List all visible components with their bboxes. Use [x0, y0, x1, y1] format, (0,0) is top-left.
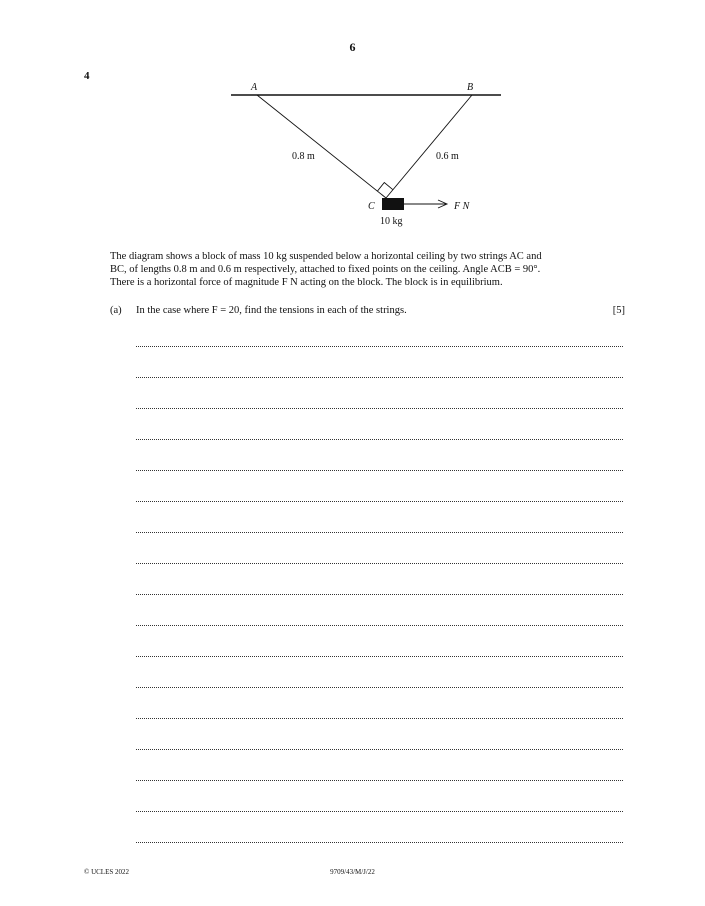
right-angle-marker — [377, 183, 393, 192]
answer-line[interactable] — [136, 532, 623, 534]
length-ac-label: 0.8 m — [292, 151, 315, 162]
block — [382, 198, 404, 210]
answer-line[interactable] — [136, 501, 623, 503]
string-bc — [386, 95, 472, 198]
answer-line[interactable] — [136, 749, 623, 751]
question-number: 4 — [84, 70, 90, 82]
answer-line[interactable] — [136, 656, 623, 658]
page-number: 6 — [349, 40, 356, 54]
answer-line[interactable] — [136, 811, 623, 813]
part-a-marks: [5] — [612, 305, 625, 316]
force-label: F N — [454, 201, 470, 212]
intro-line-1: The diagram shows a block of mass 10 kg suspended below a horizontal ceiling by two strings AC and — [110, 251, 542, 262]
answer-line[interactable] — [136, 687, 623, 689]
intro-line-2: BC, of lengths 0.8 m and 0.6 m respectively, attached to fixed points on the ceiling. Angle ACB = 90°. — [110, 264, 541, 275]
intro-line-3: There is a horizontal force of magnitude F N acting on the block. The block is in equilibrium. — [110, 277, 503, 288]
footer-paper-code: 9709/43/M/J/22 — [330, 868, 375, 876]
label-b: B — [467, 82, 474, 93]
mass-label: 10 kg — [380, 216, 403, 227]
answer-line[interactable] — [136, 594, 623, 596]
label-a: A — [251, 82, 258, 93]
answer-line[interactable] — [136, 625, 623, 627]
question-intro — [110, 250, 630, 289]
answer-lines[interactable] — [136, 346, 623, 873]
answer-line[interactable] — [136, 780, 623, 782]
answer-line[interactable] — [136, 408, 623, 410]
part-a-text: In the case where F = 20, find the tensions in each of the strings. — [136, 305, 407, 316]
length-bc-label: 0.6 m — [436, 151, 459, 162]
part-a-label: (a) — [110, 305, 122, 316]
part-a — [110, 305, 625, 319]
answer-line[interactable] — [136, 718, 623, 720]
answer-line[interactable] — [136, 470, 623, 472]
footer-copyright: © UCLES 2022 — [84, 868, 129, 876]
label-c: C — [368, 201, 375, 212]
string-ac — [257, 95, 386, 198]
answer-line[interactable] — [136, 377, 623, 379]
answer-line[interactable] — [136, 842, 623, 844]
answer-line[interactable] — [136, 346, 623, 348]
answer-line[interactable] — [136, 439, 623, 441]
equilibrium-diagram — [0, 0, 705, 240]
answer-line[interactable] — [136, 563, 623, 565]
